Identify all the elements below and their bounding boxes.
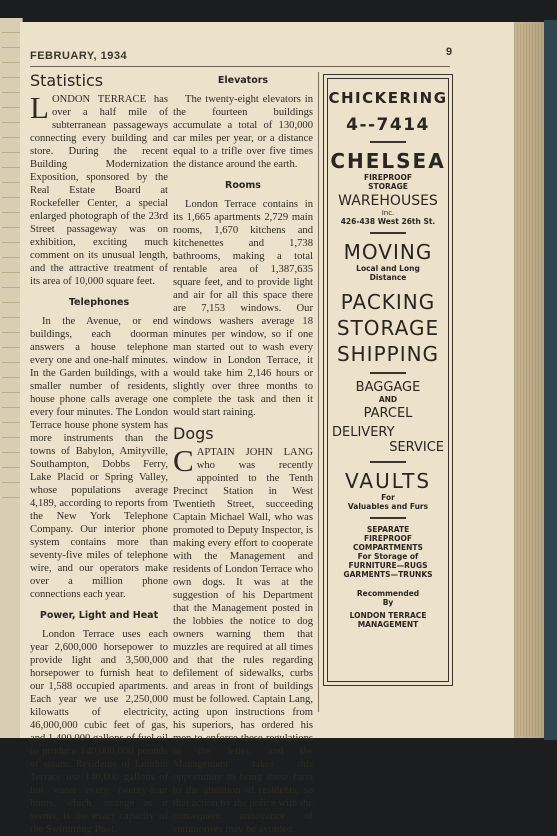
statistics-title: Statistics: [30, 71, 104, 90]
ad-divider: [370, 141, 406, 143]
page-number: 9: [446, 46, 453, 58]
ad-separate: SEPARATE: [366, 525, 410, 534]
ad-phone-number: 4--7414: [346, 115, 430, 135]
ad-address: 426-438 West 26th St.: [340, 217, 436, 226]
left-column: [30, 72, 168, 836]
ad-moving: MOVING: [343, 240, 433, 264]
telephones-heading: Telephones: [68, 297, 130, 308]
ad-furniture-rugs: FURNITURE—RUGS: [348, 561, 428, 570]
ad-fireproof-2: FIREPROOF: [364, 534, 412, 543]
ad-service: SERVICE: [389, 440, 444, 455]
intro-paragraph: LONDON TERRACE has over a half mile of subterranean passageways connecting every building and store. During the recent Building Modernization Exposition, sponsored by the Real Estate Board at Rockefeller Center, a special enlarged photograph of the 23rd Street passageway was on exhibition, exciting much comment on its unusual length, and the attractive treatment of its area of 10,000 square feet.: [30, 90, 168, 287]
ad-valuables: Valuables and Furs: [347, 502, 429, 511]
ad-baggage: BAGGAGE: [355, 380, 421, 395]
ad-by: By: [382, 598, 394, 607]
page-date: FEBRUARY, 1934: [30, 50, 128, 62]
ad-inc: Inc.: [381, 209, 395, 217]
ad-compartments: COMPARTMENTS: [353, 543, 423, 552]
ad-vaults: VAULTS: [344, 469, 432, 493]
ad-chelsea: CHELSEA: [330, 149, 446, 173]
ad-delivery: DELIVERY: [332, 425, 395, 440]
ad-management: MANAGEMENT: [357, 620, 419, 629]
ad-parcel: PARCEL: [363, 406, 413, 421]
dogs-title: Dogs: [173, 424, 214, 443]
ad-distance: Distance: [369, 273, 407, 282]
rooms-heading: Rooms: [225, 180, 261, 191]
ad-storage: STORAGE: [336, 316, 440, 340]
rooms-paragraph: London Terrace contains in its 1,665 apartments 2,729 main rooms, 1,670 kitchens and kitchenettes and 1,738 bathrooms, making a total rentable area of 1,387,635 square feet, and to provide light and air for all this space there are 7,153 windows. Our windows washers average 18 minutes per window, so if one man started out to wash every window in London Terrace, it would take him 2,146 hours or slightly over three months to complete the task and then it would start raining.: [173, 199, 313, 418]
column-divider: [318, 72, 319, 712]
dogs-paragraph: CAPTAIN JOHN LANG who was recently appointed to the Tenth Precinct Station in West Twentieth Street, succeeding Captain Michael Wall, who was promoted to Deputy Inspector, is making every effort to cooperate with the Management and residents of London Terrace who own dogs. It was at the suggestion of his Department that the Management posted in the lobbies the notice to dog owners warning them that muzzles are required at all times and that the rules regarding defilement of sidewalks, curbs and areas in front of buildings must be followed. Captain Lang, acting upon instructions from his superiors, has ordered his men to enforce these regulations to the letter, and the Management takes this opportunity to bring these facts to the attention of residents, so that action by the police with the consequent annoyance of summonses may be avoided.: [173, 443, 313, 835]
ad-fireproof: FIREPROOF: [364, 173, 412, 182]
ad-shipping: SHIPPING: [336, 342, 440, 366]
ad-packing: PACKING: [340, 290, 436, 314]
ad-london-terrace: LONDON TERRACE: [349, 611, 427, 620]
chelsea-warehouses-advertisement: [323, 74, 453, 686]
ad-chickering: CHICKERING: [328, 89, 448, 107]
power-paragraph: London Terrace uses each year 2,600,000 horsepower to provide light and 3,500,000 horsepower to furnish heat to our 1,588 occupied apartments. Each year we use 2,250,000 kilowatts of electricity, 46,000,000 cubic feet of gas, and 1,400,000 gallons of fuel oil to produce 140,000,000 pounds of steam. Residents of London Terrace use 140,000 gallons of hot water every twenty-four hours, which, strange as it seems, is the exact capacity of the Swimming Pool.: [30, 629, 168, 835]
header-rule: [30, 66, 450, 67]
ad-warehouses: WAREHOUSES: [338, 193, 438, 209]
ad-divider: [370, 232, 406, 234]
ad-storage-small: STORAGE: [368, 182, 408, 191]
middle-column: [173, 72, 313, 836]
drop-cap-l: L: [30, 90, 49, 125]
ad-divider: [370, 372, 406, 374]
magazine-page: [20, 22, 514, 835]
ad-and: AND: [378, 395, 398, 404]
ad-divider: [370, 461, 406, 463]
ad-inner-frame: [327, 78, 449, 682]
power-heading: Power, Light and Heat: [39, 610, 159, 621]
ad-for-storage: For Storage of: [357, 552, 419, 561]
drop-cap-c: C: [173, 443, 194, 478]
elevators-heading: Elevators: [217, 75, 269, 86]
ad-for: For: [381, 493, 395, 502]
ad-recommended: Recommended: [356, 589, 420, 598]
elevators-paragraph: The twenty-eight elevators in the fourteen buildings accumulate a total of 130,000 car miles per year, or a distance equal to a trifle over five times the distance around the earth.: [173, 94, 313, 170]
book-binding: [544, 20, 557, 740]
ad-divider: [370, 517, 406, 519]
ad-garments-trunks: GARMENTS—TRUNKS: [343, 570, 433, 579]
telephones-paragraph: In the Avenue, or end buildings, each doorman answers a house telephone every one and one-half minutes. In the Garden buildings, with a smaller number of residents, house phone calls average one every four minutes. The London Terrace house phone system has more instruments than the towns of Babylon, Amityville, Southampton, Dobbs Ferry, Lake Placid or Spring Valley, whose populations average 4,189, according to reports from the New York Telephone Company. Our interior phone system contains more than seventy-five miles of telephone wire, and our operators make over a million phone connections each year.: [30, 316, 168, 600]
ad-local-long: Local and Long: [356, 264, 420, 273]
